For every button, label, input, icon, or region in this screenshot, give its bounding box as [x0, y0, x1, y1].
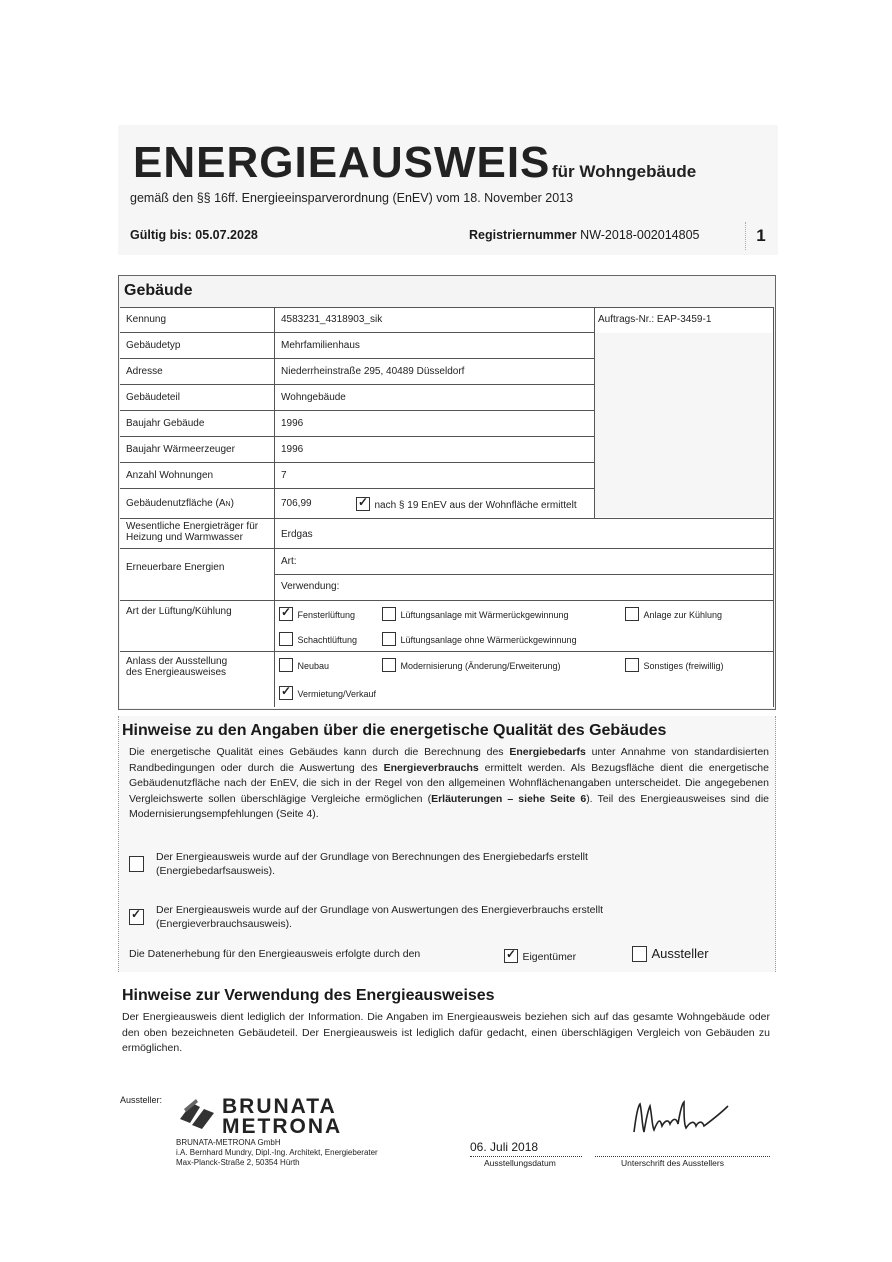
adresse-value: Niederrheinstraße 295, 40489 Düsseldorf	[281, 366, 465, 377]
building-photo-area	[595, 333, 772, 517]
row-divider	[120, 384, 594, 385]
datenerhebung-aussteller	[632, 945, 709, 963]
legal-basis: gemäß den §§ 16ff. Energieeinsparverordnung (EnEV) vom 18. November 2013	[130, 191, 574, 205]
row-divider	[120, 358, 594, 359]
signature	[632, 1098, 732, 1147]
nutzflaeche-check-label: nach § 19 EnEV aus der Wohnfläche ermittelt	[374, 500, 577, 511]
valid-until-value: 05.07.2028	[195, 228, 258, 242]
brunata-logo-text	[222, 1097, 342, 1137]
issuer-person: i.A. Bernhard Mundry, Dipl.-Ing. Architekt, Energieberater	[176, 1148, 378, 1157]
signature-line	[595, 1156, 770, 1157]
building-section-title: Gebäude	[124, 282, 193, 299]
logo-line1: BRUNATA	[222, 1095, 337, 1118]
lueftung-mit-wrg-label: Lüftungsanlage mit Wärmerückgewinnung	[400, 610, 569, 620]
erneuerbare-label: Erneuerbare Energien	[126, 562, 225, 573]
eigentuemer-label: Eigentümer	[522, 951, 577, 963]
verbrauchsausweis-label-line1: Der Energieausweis wurde auf der Grundlage von Auswertungen des Energieverbrauchs erstellt	[156, 904, 604, 916]
lueftung-kuehlung-checkbox[interactable]	[625, 607, 639, 621]
anlass-vermietung-checkbox[interactable]	[279, 686, 293, 700]
adresse-label: Adresse	[126, 366, 163, 377]
column-divider	[773, 307, 774, 707]
kennung-value: 4583231_4318903_sik	[281, 314, 383, 325]
signature-label: Unterschrift des Ausstellers	[621, 1158, 724, 1168]
verbrauchsausweis-checkbox[interactable]	[129, 909, 144, 925]
anlass-neubau-label: Neubau	[297, 661, 329, 671]
gebaeudeteil-value: Wohngebäude	[281, 392, 346, 403]
datenerhebung-label: Die Datenerhebung für den Energieausweis erfolgte durch den	[129, 948, 421, 960]
row-divider	[120, 600, 773, 601]
baujahr-label: Baujahr Gebäude	[126, 418, 205, 429]
lueftung-fenster-checkbox[interactable]	[279, 607, 293, 621]
hinweise-text-e: ermittelt werden. Als Bezugsfläche dient die energetische Gebäudenutzfläche nach der EnEV, die sich in der Regel von den allgemeinen Wohnflächenangaben unterscheidet. Die angegebenen Vergleichswerte sollen überschlägige Vergleiche ermöglichen (	[129, 761, 769, 805]
energietraeger-label	[126, 521, 258, 543]
row-divider	[120, 410, 594, 411]
datenerhebung-eigentuemer	[504, 947, 576, 966]
lueftung-label: Art der Lüftung/Kühlung	[126, 606, 232, 617]
brunata-logo-icon	[176, 1097, 220, 1131]
kennung-label: Kennung	[126, 314, 167, 325]
lueftung-kuehlung-label: Anlage zur Kühlung	[643, 610, 723, 620]
lueftung-fenster	[279, 605, 355, 623]
row-divider	[120, 651, 773, 652]
wohnungen-label: Anzahl Wohnungen	[126, 470, 214, 481]
anlass-modernisierung	[382, 656, 561, 674]
gebaeudetyp-value: Mehrfamilienhaus	[281, 340, 360, 351]
baujahr-waermeerzeuger-value: 1996	[281, 444, 304, 455]
aussteller-caption: Aussteller:	[120, 1095, 163, 1105]
baujahr-waermeerzeuger-label: Baujahr Wärmeerzeuger	[126, 444, 235, 455]
registration-value: NW-2018-002014805	[580, 228, 700, 242]
verwendung-text: Der Energieausweis dient lediglich der Information. Die Angaben im Energieausweis beziehen sich auf das gesamte Wohngebäude oder den oben bezeichneten Gebäudeteil. Der Energieausweis ist lediglich dafür gedacht, einen überschlägigen Vergleich von Gebäuden zu ermöglichen.	[122, 1011, 770, 1054]
valid-until	[130, 228, 258, 242]
hinweise-paragraph	[129, 745, 769, 823]
hinweise-text-c: unter Annahme von standardisierten Randbedingungen oder durch die Auswertung des	[129, 746, 770, 774]
lueftung-schacht-checkbox[interactable]	[279, 632, 293, 646]
nutzflaeche-value: 706,99	[281, 498, 312, 509]
issuer-address	[176, 1138, 378, 1168]
energietraeger-label-line1: Wesentliche Energieträger für	[126, 521, 259, 532]
anlass-neubau	[279, 656, 329, 674]
issue-date-line	[470, 1156, 582, 1157]
wohnungen-value: 7	[281, 470, 287, 481]
nutzflaeche-check	[356, 495, 577, 513]
document-subtitle: für Wohngebäude	[552, 162, 697, 181]
anlass-modernisierung-label: Modernisierung (Änderung/Erweiterung)	[400, 661, 561, 671]
registration-label: Registriernummer	[469, 228, 577, 242]
issuer-street: Max-Planck-Straße 2, 50354 Hürth	[176, 1158, 300, 1167]
anlass-sonstiges	[625, 656, 723, 674]
logo-line2: METRONA	[222, 1115, 343, 1138]
lueftung-fenster-label: Fensterlüftung	[297, 610, 355, 620]
bedarfsausweis-label-line1: Der Energieausweis wurde auf der Grundlage von Berechnungen des Energiebedarfs erstellt	[156, 851, 588, 863]
aussteller-label: Aussteller	[651, 946, 709, 961]
nutzflaeche-label	[126, 498, 234, 509]
gebaeudetyp-label: Gebäudetyp	[126, 340, 181, 351]
hinweise-text-a: Die energetische Qualität eines Gebäudes kann durch die Berechnung des	[129, 746, 510, 758]
eigentuemer-checkbox[interactable]	[504, 949, 518, 963]
nutzflaeche-label-sub: N	[225, 501, 231, 508]
lueftung-schacht	[279, 630, 357, 648]
auftrag-number: Auftrags-Nr.: EAP-3459-1	[598, 314, 712, 325]
lueftung-kuehlung	[625, 605, 722, 623]
issue-date-label: Ausstellungsdatum	[484, 1158, 556, 1168]
nutzflaeche-label-text: Gebäudenutzfläche (A	[126, 498, 226, 509]
lueftung-mit-wrg-checkbox[interactable]	[382, 607, 396, 621]
anlass-vermietung	[279, 684, 376, 702]
row-divider	[120, 548, 773, 549]
anlass-neubau-checkbox[interactable]	[279, 658, 293, 672]
hinweise-text-f: Erläuterungen – siehe Seite 6	[431, 792, 587, 805]
anlass-label-line2: des Energieausweises	[126, 667, 227, 678]
brunata-logo	[176, 1097, 220, 1136]
energietraeger-label-line2: Heizung und Warmwasser	[126, 532, 243, 543]
hinweise-text-d: Energieverbrauchs	[383, 761, 479, 774]
energietraeger-value: Erdgas	[281, 529, 313, 540]
anlass-label	[126, 656, 227, 678]
anlass-sonstiges-checkbox[interactable]	[625, 658, 639, 672]
lueftung-ohne-wrg	[382, 630, 577, 648]
bedarfsausweis-checkbox[interactable]	[129, 856, 144, 872]
verwendung-title: Hinweise zur Verwendung des Energieausweises	[122, 987, 495, 1004]
anlass-modernisierung-checkbox[interactable]	[382, 658, 396, 672]
column-divider	[274, 307, 275, 707]
lueftung-ohne-wrg-checkbox[interactable]	[382, 632, 396, 646]
hinweise-text-b: Energiebedarfs	[509, 746, 586, 758]
issue-date-value: 06. Juli 2018	[470, 1140, 539, 1154]
valid-until-label: Gültig bis:	[130, 228, 192, 242]
bedarfsausweis-label-line2: (Energiebedarfsausweis).	[156, 865, 276, 877]
signature-drawing	[632, 1098, 732, 1142]
erneuerbare-art-label: Art:	[281, 556, 297, 567]
anlass-label-line1: Anlass der Ausstellung	[126, 656, 228, 667]
anlass-sonstiges-label: Sonstiges (freiwillig)	[643, 661, 724, 671]
nutzflaeche-label-end: )	[230, 498, 234, 509]
anlass-vermietung-label: Vermietung/Verkauf	[297, 689, 377, 699]
gebaeudeteil-label: Gebäudeteil	[126, 392, 180, 403]
row-divider	[120, 488, 594, 489]
row-divider	[120, 436, 594, 437]
document-title: ENERGIEAUSWEIS	[133, 138, 551, 187]
page-number: 1	[745, 222, 776, 250]
registration-number	[469, 228, 699, 242]
baujahr-value: 1996	[281, 418, 304, 429]
aussteller-checkbox[interactable]	[632, 946, 647, 962]
row-divider	[120, 518, 773, 519]
row-divider	[120, 332, 594, 333]
row-divider	[274, 574, 773, 575]
verbrauchsausweis-label-line2: (Energieverbrauchsausweis).	[156, 918, 292, 930]
row-divider	[120, 462, 594, 463]
hinweise-title: Hinweise zu den Angaben über die energetische Qualität des Gebäudes	[122, 722, 667, 739]
hinweise-text-g: ). Teil des Energieausweises sind die Modernisierungsempfehlungen (Seite 4).	[129, 792, 769, 820]
lueftung-schacht-label: Schachtlüftung	[297, 635, 357, 645]
erneuerbare-verwendung-label: Verwendung:	[281, 581, 340, 592]
lueftung-ohne-wrg-label: Lüftungsanlage ohne Wärmerückgewinnung	[400, 635, 577, 645]
issuer-company: BRUNATA-METRONA GmbH	[176, 1138, 281, 1147]
lueftung-mit-wrg	[382, 605, 569, 623]
nutzflaeche-checkbox[interactable]	[356, 497, 370, 511]
